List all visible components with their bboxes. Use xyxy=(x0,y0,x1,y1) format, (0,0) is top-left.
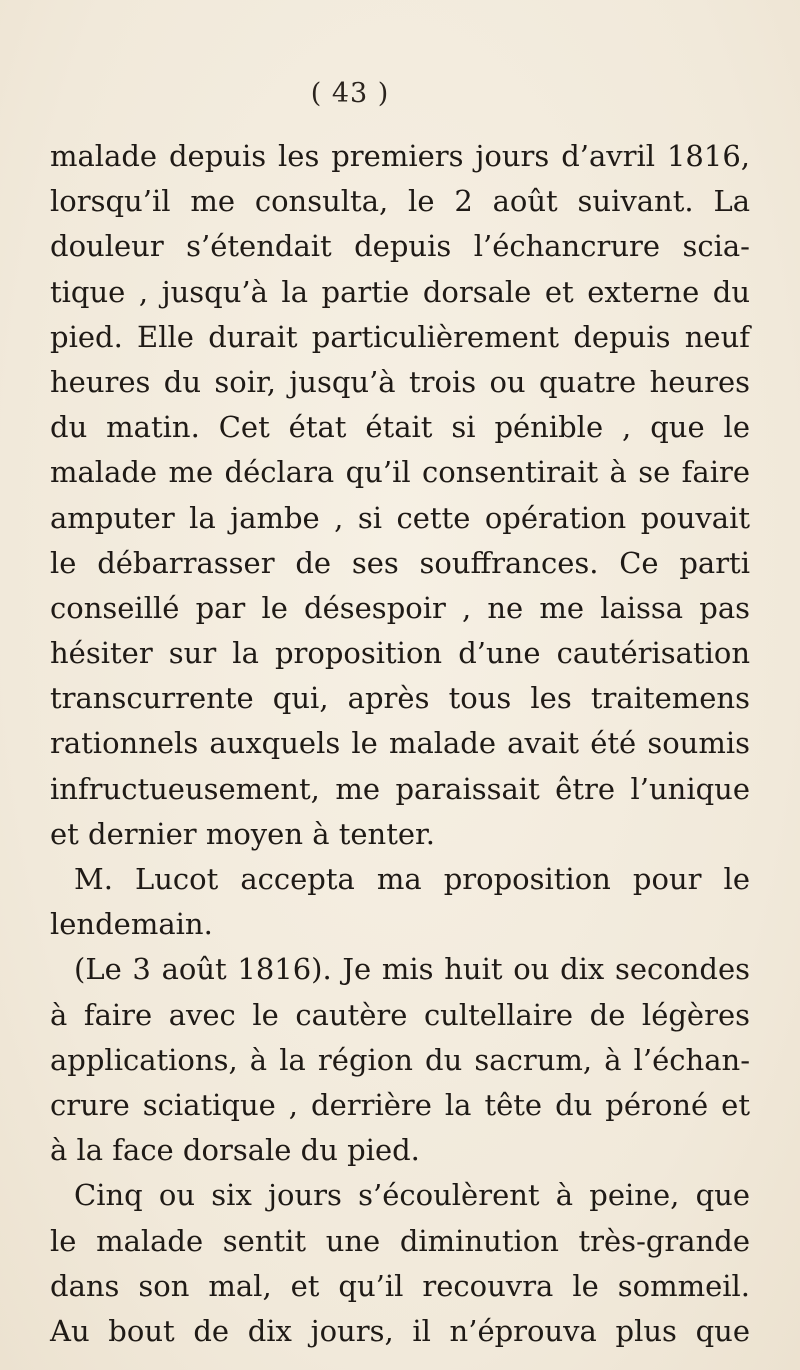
text-line: heures du soir, jusqu’à trois ou quatre heures xyxy=(50,364,750,399)
text-line: applications, à la région du sacrum, à l’échan- xyxy=(50,1042,750,1077)
text-line: infructueusement, me paraissait être l’unique xyxy=(50,771,750,806)
body-text xyxy=(50,134,750,1354)
text-line: transcurrente qui, après tous les traitemens xyxy=(50,681,750,716)
text-line: hésiter sur la proposition d’une cautérisation xyxy=(50,636,750,671)
page-number: ( 43 ) xyxy=(310,78,390,109)
text-line: crure sciatique , derrière la tête du péroné et xyxy=(50,1087,750,1122)
text-line: tique , jusqu’à la partie dorsale et externe du xyxy=(50,274,750,309)
text-line: M. Lucot accepta ma proposition pour le xyxy=(74,862,750,896)
text-line: à faire avec le cautère cultellaire de légères xyxy=(50,997,750,1032)
text-line: rationnels auxquels le malade avait été soumis xyxy=(50,726,750,761)
text-line: Cinq ou six jours s’écoulèrent à peine, que xyxy=(74,1178,750,1213)
text-line: douleur s’étendait depuis l’échancrure scia- xyxy=(50,229,750,264)
text-line: malade depuis les premiers jours d’avril 1816, xyxy=(50,139,750,173)
text-line: amputer la jambe , si cette opération pouvait xyxy=(50,500,750,535)
text-line: lendemain. xyxy=(50,907,213,942)
text-line: (Le 3 août 1816). Je mis huit ou dix secondes xyxy=(74,952,750,987)
text-line: dans son mal, et qu’il recouvra le sommeil. xyxy=(50,1268,750,1303)
text-line: malade me déclara qu’il consentirait à se faire xyxy=(50,455,750,490)
text-line: le malade sentit une diminution très-grande xyxy=(50,1223,750,1258)
text-line: du matin. Cet état était si pénible , que le xyxy=(50,410,750,445)
text-line: à la face dorsale du pied. xyxy=(50,1133,420,1168)
text-line: et dernier moyen à tenter. xyxy=(50,816,435,851)
text-line: le débarrasser de ses souffrances. Ce parti xyxy=(50,545,750,580)
text-line: pied. Elle durait particulièrement depuis neuf xyxy=(50,319,750,354)
text-line: Au bout de dix jours, il n’éprouva plus que xyxy=(50,1313,750,1348)
text-line: lorsqu’il me consulta, le 2 août suivant. La xyxy=(50,184,750,219)
text-line: conseillé par le désespoir , ne me laissa pas xyxy=(50,590,750,625)
